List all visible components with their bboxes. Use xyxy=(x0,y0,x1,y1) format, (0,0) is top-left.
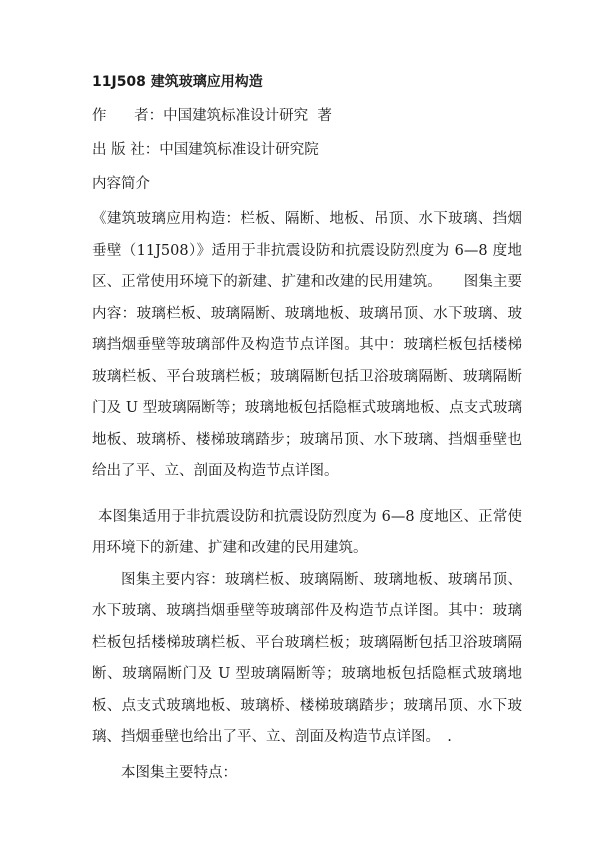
scope-paragraph: 本图集适用于非抗震设防和抗震设防烈度为 6—8 度地区、正常使用环境下的新建、扩建和改建的民用建筑。 xyxy=(92,508,522,556)
summary-heading: 内容简介 xyxy=(92,176,150,192)
author-line: 作 者：中国建筑标准设计研究 著 xyxy=(92,108,332,124)
features-heading: 本图集主要特点： xyxy=(121,764,237,781)
document-page xyxy=(92,72,522,789)
contents-paragraph: 图集主要内容：玻璃栏板、玻璃隔断、玻璃地板、玻璃吊顶、水下玻璃、玻璃挡烟垂壁等玻璃部件及构造节点详图。其中：玻璃栏板包括楼梯玻璃栏板、平台玻璃栏板；玻璃隔断包括卫浴玻璃隔断、玻璃隔断门及 U 型玻璃隔断等；玻璃地板包括隐框式玻璃地板、点支式玻璃地板、玻璃桥、楼梯玻璃踏步；玻璃吊顶、水下玻璃、挡烟垂壁也给出了平、立、剖面及构造节点详图。 . xyxy=(92,571,522,745)
publisher-line: 出 版 社：中国建筑标准设计研究院 xyxy=(92,142,319,158)
document-title: 11J508 建筑玻璃应用构造 xyxy=(92,74,263,90)
summary-paragraph: 《建筑玻璃应用构造：栏板、隔断、地板、吊顶、水下玻璃、挡烟垂壁（11J508）》适用于非抗震设防和抗震设防烈度为 6—8 度地区、正常使用环境下的新建、扩建和改建的民用建筑。 图集主要内容：玻璃栏板、玻璃隔断、玻璃地板、玻璃吊顶、水下玻璃、玻璃挡烟垂壁等玻璃部件及构造节点详图。其中：玻璃栏板包括楼梯玻璃栏板、平台玻璃栏板；玻璃隔断包括卫浴玻璃隔断、玻璃隔断门及 U 型玻璃隔断等；玻璃地板包括隐框式玻璃地板、点支式玻璃地板、玻璃桥、楼梯玻璃踏步；玻璃吊顶、水下玻璃、挡烟垂壁也给出了平、立、剖面及构造节点详图。 xyxy=(92,211,522,479)
